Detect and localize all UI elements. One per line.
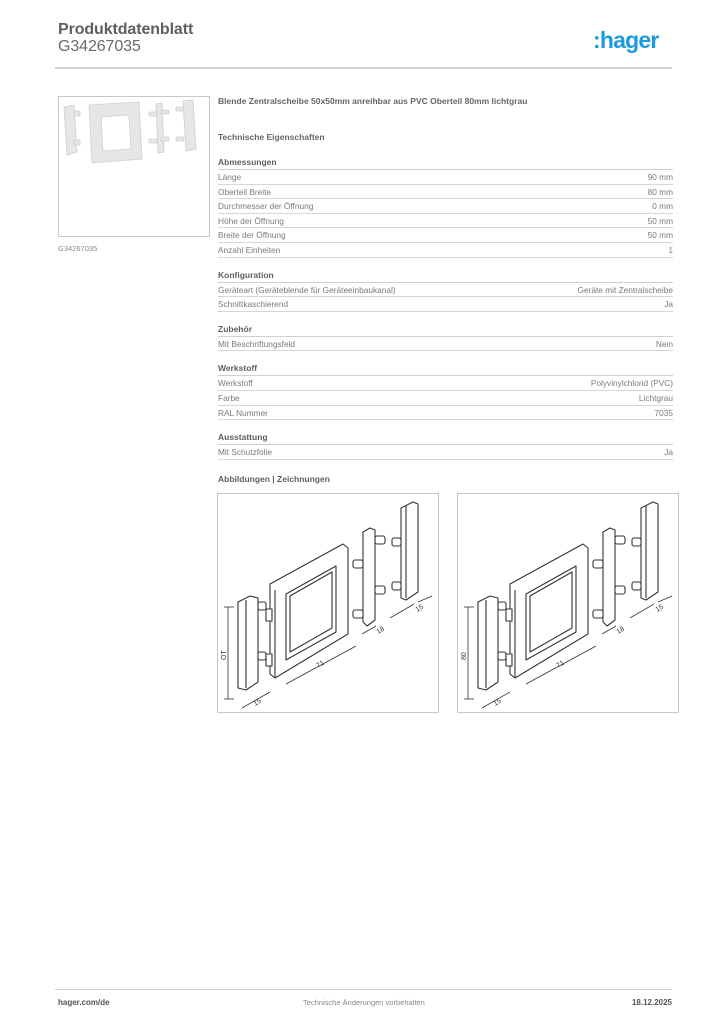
spec-value: 90 mm	[647, 172, 673, 182]
figures-title: Abbildungen | Zeichnungen	[218, 474, 330, 484]
dim-mid: 18	[615, 625, 626, 636]
technical-drawing-2	[457, 493, 679, 713]
image-caption: G34267035	[58, 244, 98, 253]
exploded-drawing-icon	[218, 494, 438, 712]
spec-value: Ja	[664, 447, 673, 458]
tech-properties-title: Technische Eigenschaften	[218, 132, 325, 142]
spec-value: 1	[668, 244, 673, 255]
section-title: Werkstoff	[218, 363, 673, 376]
spec-label: Farbe	[218, 392, 240, 403]
footer-date: 18.12.2025	[631, 998, 672, 1007]
product-description: Blende Zentralscheibe 50x50mm anreihbar aus PVC Oberteil 80mm lichtgrau	[218, 96, 528, 106]
footer-divider	[55, 989, 672, 990]
spec-row	[218, 199, 673, 214]
product-photo-icon	[59, 97, 209, 236]
spec-label: Mit Schutzfolie	[218, 447, 272, 458]
dim-main: 71	[315, 659, 326, 670]
spec-label: Mit Beschriftungsfeld	[218, 338, 296, 349]
spec-label: Durchmesser der Öffnung	[218, 201, 314, 212]
spec-label: Breite der Öffnung	[218, 230, 286, 241]
spec-value: Nein	[655, 338, 673, 349]
dim-right: 15	[654, 603, 665, 614]
footer-notice: Technische Änderungen vorbehalten	[303, 998, 425, 1007]
dim-mid: 18	[375, 625, 386, 636]
spec-row	[218, 406, 673, 421]
spec-row	[218, 376, 673, 391]
spec-label: RAL Nummer	[218, 407, 268, 418]
spec-label: Schnittkaschierend	[218, 299, 289, 310]
spec-value: Geräte mit Zentralscheibe	[577, 284, 673, 295]
dim-height: 80	[461, 652, 468, 660]
section-werkstoff	[218, 363, 673, 420]
section-konfiguration	[218, 270, 673, 312]
section-title: Zubehör	[218, 324, 673, 337]
spec-label: Länge	[218, 172, 242, 182]
product-image	[58, 96, 210, 237]
spec-content	[218, 95, 673, 460]
spec-row	[218, 243, 673, 258]
spec-value: 7035	[654, 407, 673, 418]
spec-value: 80 mm	[647, 186, 673, 197]
spec-value: Polyvinylchlorid (PVC)	[590, 378, 673, 389]
spec-row	[218, 185, 673, 200]
spec-row	[218, 445, 673, 460]
spec-label: Werkstoff	[218, 378, 253, 389]
footer-website-link[interactable]: hager.com/de	[58, 998, 110, 1007]
spec-row	[218, 170, 673, 185]
spec-label: Höhe der Öffnung	[218, 215, 284, 226]
section-title: Ausstattung	[218, 432, 673, 445]
spec-label: Anzahl Einheiten	[218, 244, 281, 255]
section-title: Konfiguration	[218, 270, 673, 283]
spec-value: 0 mm	[652, 201, 673, 212]
spec-row	[218, 228, 673, 243]
section-zubehoer	[218, 324, 673, 352]
technical-drawing-1	[217, 493, 439, 713]
dim-left: 15	[492, 697, 503, 708]
spec-row	[218, 283, 673, 298]
dim-height: OT	[221, 650, 228, 660]
spec-row	[218, 337, 673, 352]
spec-label: Geräteart (Geräteblende für Geräteeinbaukanal)	[218, 284, 396, 295]
spec-row	[218, 214, 673, 229]
product-number: G34267035	[58, 38, 141, 55]
spec-value: 50 mm	[647, 215, 673, 226]
spec-row	[218, 391, 673, 406]
page-title: Produktdatenblatt	[58, 21, 194, 38]
section-title: Abmessungen	[218, 157, 673, 170]
spec-label: Oberteil Breite	[218, 186, 272, 197]
spec-value: Ja	[664, 299, 673, 310]
hager-logo: :hager	[593, 27, 659, 53]
dim-left: 15	[252, 697, 263, 708]
dim-right: 15	[414, 603, 425, 614]
spec-value: Lichtgrau	[638, 392, 673, 403]
dim-main: 71	[555, 659, 566, 670]
header-divider	[55, 67, 672, 69]
section-ausstattung	[218, 432, 673, 460]
exploded-drawing-icon	[458, 494, 678, 712]
spec-row	[218, 297, 673, 312]
spec-value: 50 mm	[647, 230, 673, 241]
section-abmessungen	[218, 157, 673, 258]
